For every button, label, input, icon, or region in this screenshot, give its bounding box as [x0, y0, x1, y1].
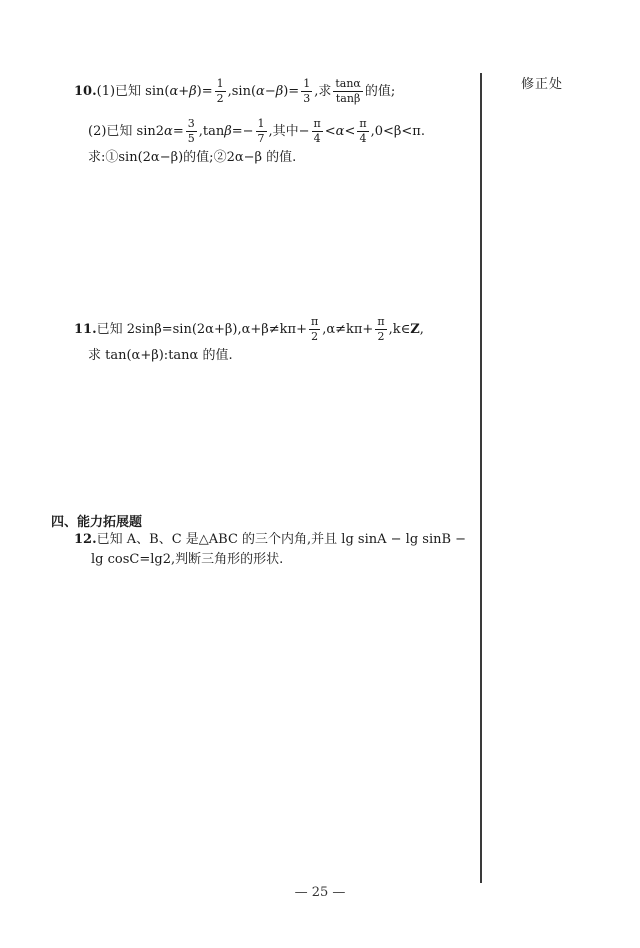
numerator: π — [359, 117, 367, 130]
denominator: 4 — [313, 132, 321, 145]
ask-text: ,求 — [314, 83, 332, 99]
numerator: tanα — [335, 77, 361, 90]
q10-part2 — [88, 118, 425, 145]
margin-divider — [480, 73, 482, 883]
fraction-three-fifths — [186, 118, 197, 145]
fraction-one-seventh — [256, 118, 267, 145]
equals-text: =− — [231, 123, 254, 139]
q10-part1-text: (1)已知 sin( — [96, 83, 170, 99]
q11-text: , — [419, 321, 424, 337]
q11-line1 — [74, 316, 424, 343]
fraction-pi-over-2 — [309, 316, 320, 343]
denominator: 5 — [187, 132, 195, 145]
denominator: 3 — [303, 92, 311, 105]
q10-number: 10. — [74, 83, 97, 99]
q10-part2-mid: ,tan — [198, 123, 225, 139]
q10-part1-mid: ,sin( — [227, 83, 257, 99]
q11-text: ,α≠kπ+ — [322, 321, 374, 337]
alpha-symbol: α — [164, 123, 173, 139]
q12-line1 — [74, 530, 466, 550]
q11-text: ,k∈ — [388, 321, 411, 337]
alpha-symbol: α — [169, 83, 179, 99]
numerator: π — [310, 315, 319, 328]
fraction-pi-over-2 — [375, 316, 386, 343]
integer-set-symbol: Z — [410, 321, 420, 337]
q10-part1 — [74, 78, 395, 105]
q11-text: 已知 2sinβ=sin(2α+β),α+β≠kπ+ — [96, 321, 307, 337]
equals-text: = — [172, 123, 184, 139]
condition-text: ,其中− — [268, 123, 310, 139]
q11-line2: 求 tan(α+β):tanα 的值. — [88, 348, 233, 363]
numerator: 1 — [257, 117, 265, 130]
q12-line2: lg cosC=lg2,判断三角形的形状. — [91, 552, 284, 567]
denominator: 7 — [257, 132, 265, 145]
minus-sign: − — [264, 83, 276, 99]
section-title: 四、能力拓展题 — [51, 515, 143, 530]
inequality-text: <α< — [324, 123, 356, 139]
page-number: — 25 — — [294, 885, 346, 900]
beta-symbol: β — [189, 83, 197, 99]
q10-part2-text: (2)已知 sin2 — [88, 123, 165, 139]
denominator: 2 — [377, 330, 385, 343]
fraction-one-third — [301, 78, 312, 105]
q11-number: 11. — [74, 321, 97, 337]
numerator: π — [377, 315, 385, 328]
numerator: 1 — [216, 77, 224, 90]
alpha-symbol: α — [256, 83, 265, 99]
denominator: 2 — [216, 92, 224, 105]
plus-sign: + — [178, 83, 190, 99]
denominator: 4 — [359, 132, 367, 145]
fraction-one-half — [215, 78, 226, 105]
numerator: π — [313, 117, 321, 130]
equals-text: )= — [283, 83, 300, 99]
numerator: 3 — [187, 117, 195, 130]
q10-part2-ask: 求:①sin(2α−β)的值;②2α−β 的值. — [88, 150, 297, 165]
numerator: 1 — [303, 77, 311, 90]
condition-text: ,0<β<π. — [370, 123, 425, 139]
equals-text: )= — [196, 83, 213, 99]
beta-symbol: β — [224, 123, 232, 139]
q10-part1-suffix: 的值; — [364, 83, 396, 99]
beta-symbol: β — [275, 83, 284, 99]
fraction-pi-over-4 — [312, 118, 323, 145]
q12-text: 已知 A、B、C 是△ABC 的三个内角,并且 lg sinA − lg sinB − — [96, 532, 467, 547]
denominator: tanβ — [335, 92, 361, 105]
fraction-pi-over-4 — [357, 118, 368, 145]
q12-number: 12. — [74, 532, 97, 547]
fraction-tan-ratio — [333, 78, 363, 105]
denominator: 2 — [311, 330, 319, 343]
correction-area-label: 修正处 — [521, 77, 564, 92]
